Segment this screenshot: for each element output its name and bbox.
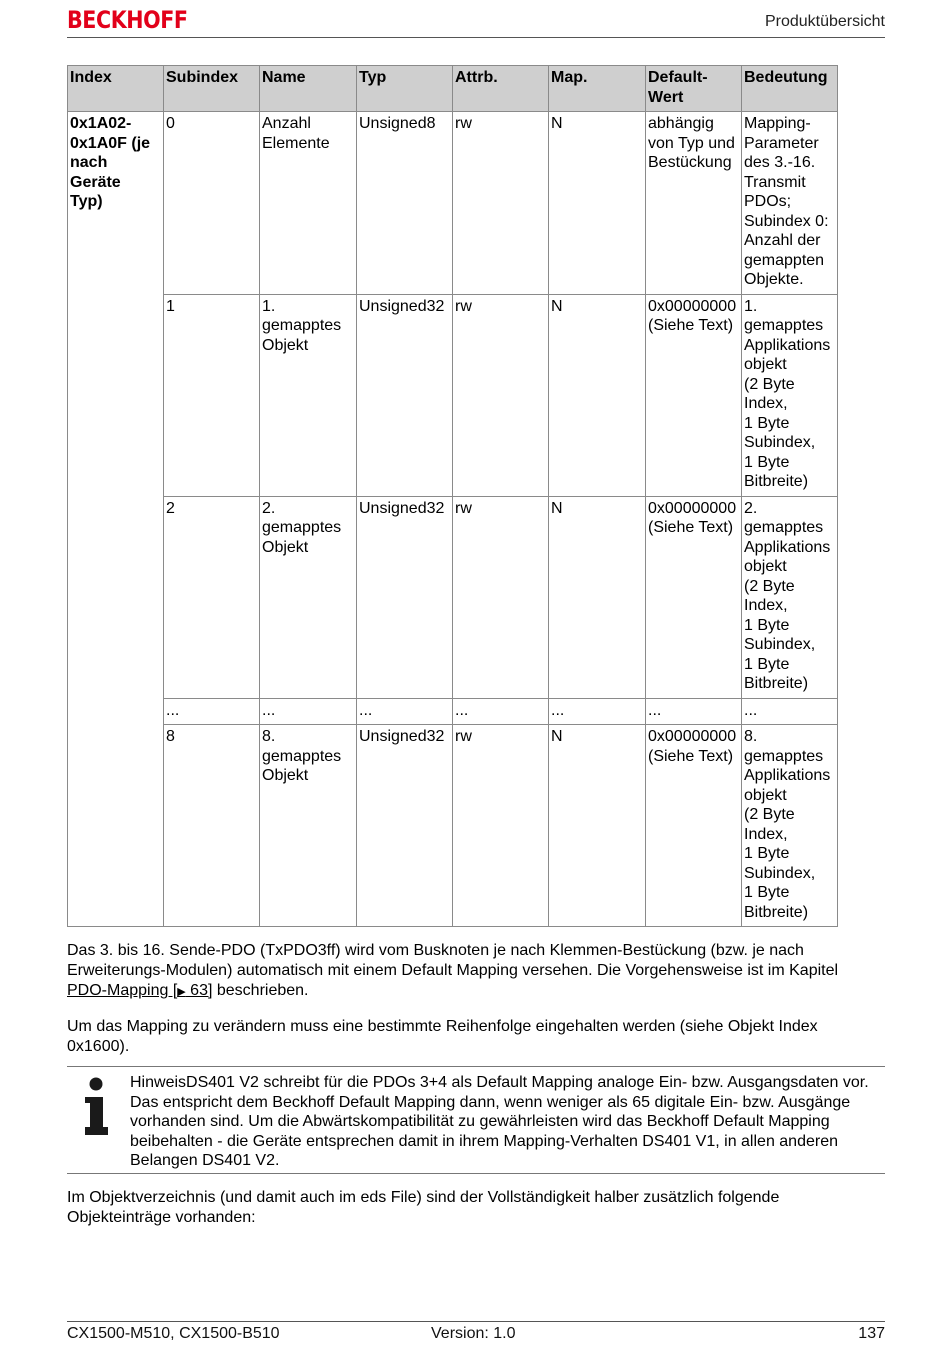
table-cell: rw (453, 725, 549, 927)
table-cell: 0 (164, 112, 260, 295)
table-header-row (68, 66, 838, 112)
table-cell: Anzahl Elemente (260, 112, 357, 295)
index-cell: 0x1A02- 0x1A0F (je nach Geräte Typ) (68, 112, 164, 927)
link-text[interactable]: PDO-Mapping [ (67, 982, 178, 999)
table-cell: N (549, 496, 646, 698)
table-cell: N (549, 112, 646, 295)
table-cell: ... (549, 698, 646, 725)
triangle-right-icon: ▶ (177, 986, 186, 998)
paragraph-txpdo (67, 941, 867, 1002)
beckhoff-logo: BECKHOFF (67, 6, 188, 34)
column-header-typ: Typ (357, 66, 453, 112)
table-cell: 1 (164, 294, 260, 496)
table-row (68, 698, 838, 725)
table-cell: ... (357, 698, 453, 725)
table-cell: abhängig von Typ und Bestückung (646, 112, 742, 295)
footer-product: CX1500-M510, CX1500-B510 (67, 1325, 280, 1342)
table-cell: 2 (164, 496, 260, 698)
note-text: HinweisDS401 V2 schreibt für die PDOs 3+4 als Default Mapping analoge Ein- bzw. Ausgangsdaten vor. Das entspricht dem Beckhoff Default Mapping dann, wenn weniger als 65 digitale Ein- bzw. Ausgänge vorhanden sind. Um die Abwärtskompatibilität zu gewährleisten wird das Beckhoff Default Mapping beibehalten - die Geräte entsprechen damit in ihrem Mapping-Verhalten DS401 V1, in allen anderen Belangen DS401 V2. (130, 1074, 869, 1169)
info-icon (83, 1077, 109, 1137)
table-cell: 8. gemapptes Applikationsobjekt (2 Byte Index, 1 Byte Subindex, 1 Byte Bitbreite) (742, 725, 838, 927)
table-row (68, 112, 838, 295)
table-cell: ... (742, 698, 838, 725)
table-cell: Unsigned32 (357, 725, 453, 927)
table-cell: 1. gemapptes Applikationsobjekt (2 Byte Index, 1 Byte Subindex, 1 Byte Bitbreite) (742, 294, 838, 496)
table-cell: 2. gemapptes Applikationsobjekt (2 Byte Index, 1 Byte Subindex, 1 Byte Bitbreite) (742, 496, 838, 698)
table-cell: 0x00000000 (Siehe Text) (646, 496, 742, 698)
table-cell: ... (164, 698, 260, 725)
link-page-number[interactable]: 63] (185, 982, 213, 999)
table-row (68, 294, 838, 496)
table-cell: 8 (164, 725, 260, 927)
table-cell: ... (260, 698, 357, 725)
table-row (68, 725, 838, 927)
paragraph-tail: beschrieben. (212, 982, 309, 999)
column-header-subindex: Subindex (164, 66, 260, 112)
table-cell: rw (453, 496, 549, 698)
note-box (67, 1066, 885, 1174)
table-cell: N (549, 294, 646, 496)
table-cell: 1. gemapptes Objekt (260, 294, 357, 496)
paragraph-object-directory: Im Objektverzeichnis (und damit auch im eds File) sind der Vollständigkeit halber zusätzlich folgende Objekteinträge vorhanden: (67, 1189, 780, 1226)
column-header-map: Map. (549, 66, 646, 112)
table-cell: rw (453, 294, 549, 496)
header-divider (67, 37, 885, 38)
table-cell: 0x00000000(Siehe Text) (646, 725, 742, 927)
table-cell: Unsigned32 (357, 496, 453, 698)
column-header-index: Index (68, 66, 164, 112)
table-cell: Unsigned8 (357, 112, 453, 295)
footer-divider (67, 1321, 885, 1322)
column-header-attrb: Attrb. (453, 66, 549, 112)
table-cell: ... (646, 698, 742, 725)
paragraph-mapping-order: Um das Mapping zu verändern muss eine bestimmte Reihenfolge eingehalten werden (siehe Objekt Index 0x1600). (67, 1018, 818, 1055)
column-header-default: Default- Wert (646, 66, 742, 112)
table-cell: rw (453, 112, 549, 295)
pdo-mapping-link[interactable] (67, 982, 212, 999)
table-cell: Unsigned32 (357, 294, 453, 496)
footer-page-number: 137 (858, 1325, 885, 1342)
table-cell: 2. gemapptes Objekt (260, 496, 357, 698)
table-cell: 8. gemapptes Objekt (260, 725, 357, 927)
column-header-name: Name (260, 66, 357, 112)
table-cell: Mapping-Parameter des 3.-16. Transmit PDOs; Subindex 0: Anzahl der gemappten Objekte. (742, 112, 838, 295)
table-cell: ... (453, 698, 549, 725)
section-title: Produktübersicht (764, 13, 885, 30)
table-cell: 0x00000000 (Siehe Text) (646, 294, 742, 496)
paragraph-text: Das 3. bis 16. Sende-PDO (TxPDO3ff) wird vom Busknoten je nach Klemmen-Bestückung (bzw. je nach Erweiterungs-Modulen) automatisch mit einem Default Mapping versehen. Die Vorgehensweise ist im Kapitel (67, 942, 839, 979)
object-table (67, 65, 838, 927)
column-header-bedeutung: Bedeutung (742, 66, 838, 112)
footer-version: Version: 1.0 (431, 1325, 516, 1342)
table-row (68, 496, 838, 698)
table-cell: N (549, 725, 646, 927)
